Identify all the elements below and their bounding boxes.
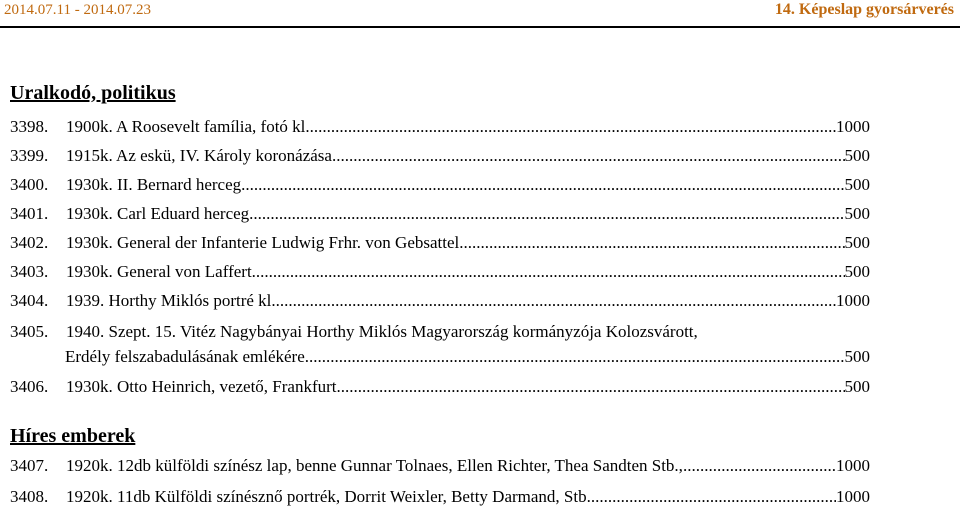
lot-price: 500 <box>844 262 870 281</box>
leader-dots <box>683 454 836 478</box>
lot-description: 1920k. 12db külföldi színész lap, benne Gunnar Tolnaes, Ellen Richter, Thea Sandten Stb., <box>66 456 683 475</box>
lot-description: 1930k. General der Infanterie Ludwig Frhr. von Gebsattel <box>66 233 460 252</box>
lot-description: 1920k. 11db Külföldi színésznő portrék, Dorrit Weixler, Betty Darmand, Stb. <box>66 487 591 506</box>
list-item <box>10 454 870 478</box>
lot-number: 3399. <box>10 146 49 165</box>
lot-number: 3400. <box>10 175 49 194</box>
list-item <box>10 260 870 284</box>
lot-number: 3398. <box>10 117 49 136</box>
lot-number: 3401. <box>10 204 49 223</box>
lot-price: 500 <box>844 347 870 366</box>
leader-dots <box>305 345 845 369</box>
leader-dots <box>249 202 844 226</box>
auction-date-range: 2014.07.11 - 2014.07.23 <box>4 2 151 18</box>
lot-price: 1000 <box>836 456 870 475</box>
lot-description: 1940. Szept. 15. Vitéz Nagybányai Horthy Miklós Magyarország kormányzója Kolozsvárott, <box>66 322 698 341</box>
lot-description: 1900k. A Roosevelt família, fotó kl. <box>66 117 310 136</box>
lot-price: 500 <box>844 204 870 223</box>
lot-description: 1930k. Carl Eduard herceg <box>66 204 250 223</box>
auction-title: 14. Képeslap gyorsárverés <box>774 1 954 18</box>
list-item <box>10 375 870 399</box>
list-item <box>10 115 870 139</box>
leader-dots <box>241 173 844 197</box>
lot-description-continuation: Erdély felszabadulásának emlékére <box>65 347 305 366</box>
leader-dots <box>276 289 836 313</box>
lot-description: 1915k. Az eskü, IV. Károly koronázása <box>66 146 332 165</box>
lot-price: 500 <box>844 146 870 165</box>
lot-number: 3403. <box>10 262 49 281</box>
lot-number: 3404. <box>10 291 49 310</box>
list-item-continuation <box>65 345 870 369</box>
leader-dots <box>459 231 844 255</box>
lot-description: 1939. Horthy Miklós portré kl. <box>66 291 276 310</box>
section-title-famous-people: Híres emberek <box>10 425 136 447</box>
leader-dots <box>591 485 836 509</box>
lot-description: 1930k. II. Bernard herceg <box>66 175 242 194</box>
page-header <box>0 0 960 28</box>
leader-dots <box>252 260 845 284</box>
lot-description: 1930k. Otto Heinrich, vezető, Frankfurt <box>66 377 337 396</box>
section-title-rulers: Uralkodó, politikus <box>10 82 176 104</box>
list-item <box>10 144 870 168</box>
lot-price: 1000 <box>836 487 870 506</box>
lot-number: 3405. <box>10 322 49 341</box>
list-item <box>10 173 870 197</box>
lot-number: 3402. <box>10 233 49 252</box>
lot-price: 1000 <box>836 117 870 136</box>
list-item <box>10 289 870 313</box>
lot-price: 500 <box>844 377 870 396</box>
lot-price: 1000 <box>836 291 870 310</box>
lot-number: 3408. <box>10 487 49 506</box>
lot-price: 500 <box>844 233 870 252</box>
leader-dots <box>332 144 845 168</box>
leader-dots <box>310 115 836 139</box>
lot-number: 3406. <box>10 377 49 396</box>
lot-description: 1930k. General von Laffert <box>66 262 252 281</box>
lot-number: 3407. <box>10 456 49 475</box>
list-item <box>10 231 870 255</box>
list-item <box>10 485 870 509</box>
leader-dots <box>337 375 845 399</box>
list-item <box>10 320 870 344</box>
list-item <box>10 202 870 226</box>
lot-price: 500 <box>844 175 870 194</box>
